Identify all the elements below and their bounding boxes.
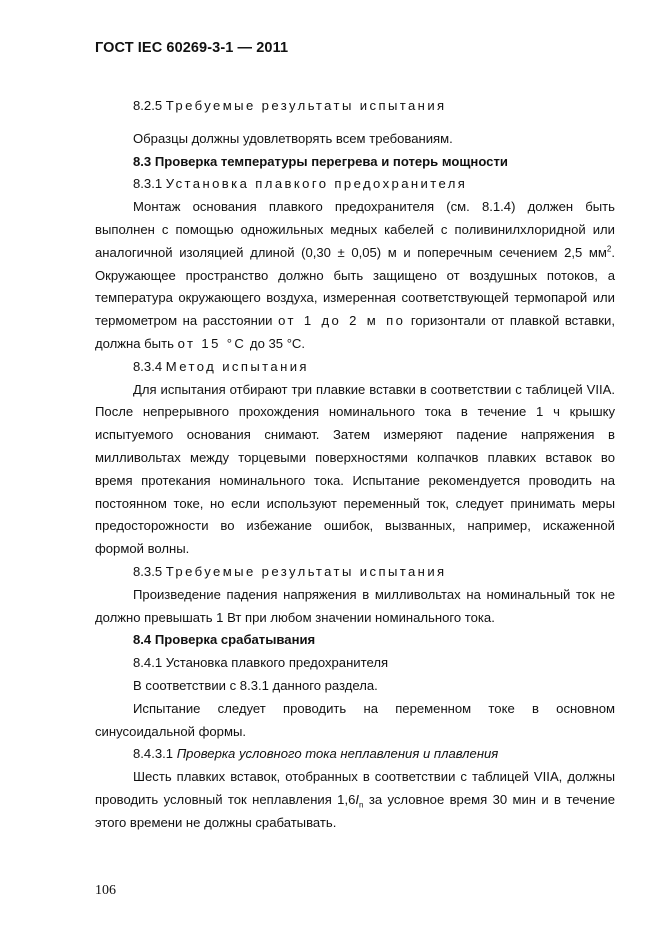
section-title: Требуемые результаты испытания [165, 98, 447, 113]
paragraph-results: Произведение падения напряжения в милливольтах на номинальный ток не должно превышать 1 Вт при любом значении номинального тока. [95, 586, 615, 625]
subsection-8-3-5 [95, 561, 615, 584]
subsection-8-2-5 [95, 95, 615, 118]
subsection-8-4-1: 8.4.1 Установка плавкого предохранителя [133, 655, 389, 671]
paragraph-method: Для испытания отбирают три плавкие вставки в соответствии с таблицей VIIA. После непрерывного прохождения номинального тока в течение 1 ч крышку испытуемого основания снимают. Затем измеряют падение напряжения в милливольтах между торцевыми поверхностями колпачков плавких вставок во время протекания номинального тока. Испытание рекомендуется проводить на постоянном токе, но если используют переменный ток, следует принимать меры предосторожности во избежание ошибок, вызванных, например, искаженной формой волны. [95, 381, 615, 557]
section-number: 8.3.1 [133, 176, 163, 192]
paragraph: Испытание следует проводить на переменном токе в основном синусоидальной формы. [95, 700, 615, 739]
paragraph-six-fuses: Шесть плавких вставок, отобранных в соответствии с таблицей VIIA, должны проводить условный ток неплавления $1,6I_n$ за условное время 30 мин и в течение этого времени не должны срабатывать. [95, 769, 616, 830]
section-number: 8.4.3.1 [133, 746, 174, 762]
section-number: 8.3.4 [133, 358, 163, 374]
section-title: Проверка условного тока неплавления и плавления [176, 746, 499, 762]
section-title: Установка плавкого предохранителя [165, 176, 468, 192]
section-number: 8.2.5 [133, 98, 163, 113]
section-title: Метод испытания [165, 358, 309, 374]
document-header: ГОСТ IEC 60269-3-1 — 2011 [95, 40, 289, 56]
paragraph: Образцы должны удовлетворять всем требованиям. [133, 130, 453, 146]
section-heading-8-3: 8.3 Проверка температуры перегрева и потерь мощности [133, 153, 508, 169]
section-heading-8-4: 8.4 Проверка срабатывания [133, 632, 316, 648]
paragraph-mounting: Монтаж основания плавкого предохранителя (см. 8.1.4) должен быть выполнен с помощью одножильных медных кабелей с поливинилхлоридной или аналогичной изоляцией длиной (0,30 ± 0,05) м и поперечным сечением 2,5 $мм^2$. Окружающее пространство должно быть защищено от воздушных потоков, а температура окружающего воздуха, измеренная соответствующей термопарой или термометром на расстоянии от 1 до 2 м по горизонтали от плавкой вставки, должна быть от 15 °С до 35 °С. [95, 199, 615, 351]
paragraph: В соответствии с 8.3.1 данного раздела. [133, 677, 378, 693]
page-number: 106 [95, 883, 116, 898]
subsection-8-3-4 [95, 356, 615, 379]
subsection-8-4-3-1 [95, 743, 615, 766]
section-title: Требуемые результаты испытания [165, 563, 447, 579]
subsection-8-3-1 [95, 173, 615, 196]
body-text [95, 95, 615, 835]
section-number: 8.3.5 [133, 563, 163, 579]
